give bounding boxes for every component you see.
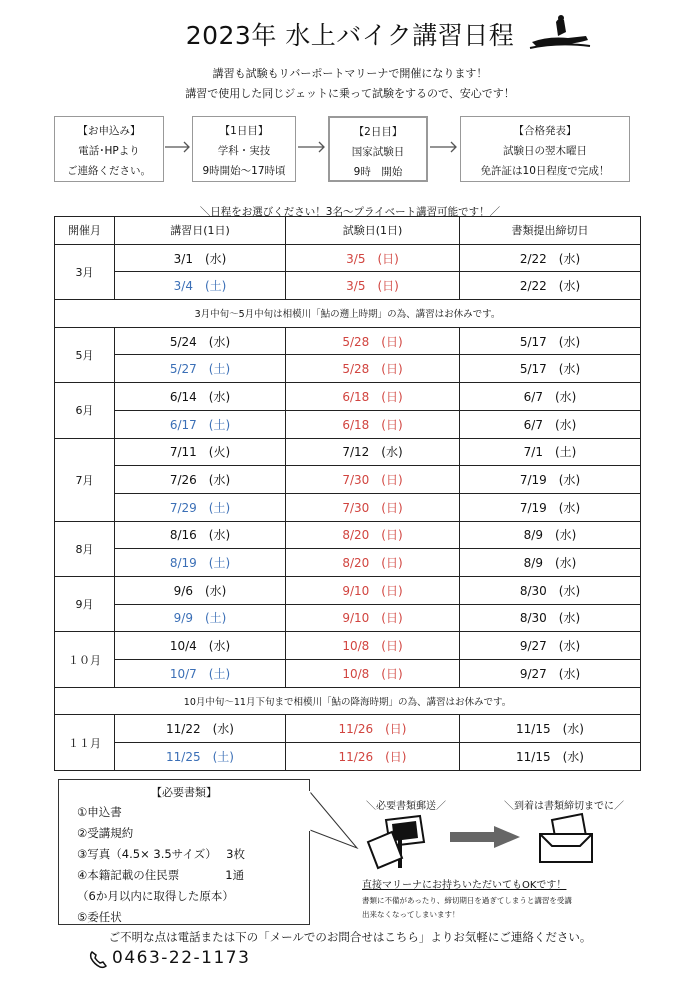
lesson-date-cell: 8/19 (土) <box>115 549 286 577</box>
direct-bring-note: 直接マリーナにお持ちいただいてもOKです！ <box>362 880 567 891</box>
table-row <box>55 272 641 300</box>
table-row <box>55 521 641 549</box>
exam-date-cell: 11/26 (日) <box>286 743 460 771</box>
lesson-date-cell: 11/25 (土) <box>115 743 286 771</box>
lesson-date-cell: 7/26 (水) <box>115 466 286 494</box>
exam-date-cell: 7/12 (水) <box>286 438 460 466</box>
arrow-right-icon <box>430 141 458 153</box>
lesson-date-cell: 10/7 (土) <box>115 660 286 688</box>
lesson-date-cell: 3/1 (水) <box>115 244 286 272</box>
exam-date-cell: 7/30 (日) <box>286 493 460 521</box>
list-item: ①申込書 <box>77 805 122 819</box>
lesson-date-cell: 7/11 (火) <box>115 438 286 466</box>
deadline-cell: 2/22 (水) <box>460 272 641 300</box>
warning-note <box>362 894 642 922</box>
col-header: 開催月 <box>55 217 115 245</box>
deadline-cell: 8/30 (水) <box>460 604 641 632</box>
step-head: 【2日目】 <box>353 126 403 138</box>
list-item: ②受講規約 <box>77 826 134 840</box>
list-item: ③写真（4.5× 3.5サイズ） 3枚 <box>77 847 245 861</box>
schedule-table <box>54 216 641 771</box>
docs-list <box>77 802 309 928</box>
table-row <box>55 743 641 771</box>
required-docs-box <box>58 779 310 925</box>
list-item: （6か月以内に取得した原本） <box>77 889 234 903</box>
exam-date-cell: 5/28 (日) <box>286 327 460 355</box>
intro-line: 講習で使用した同じジェットに乗って試験をするので、安心です！ <box>185 87 515 100</box>
phone-icon <box>88 950 108 970</box>
table-row <box>55 355 641 383</box>
table-row <box>55 715 641 743</box>
lesson-date-cell: 9/6 (水) <box>115 576 286 604</box>
inbox-icon <box>538 812 594 864</box>
jetski-icon <box>528 12 592 52</box>
intro-line: 講習も試験もリバーポートマリーナで開催になります！ <box>212 67 488 80</box>
table-row <box>55 327 641 355</box>
phone-number[interactable]: 0463-22-1173 <box>112 948 251 968</box>
table-note-row <box>55 300 641 328</box>
deadline-cell: 2/22 (水) <box>460 244 641 272</box>
step-result <box>460 116 630 182</box>
table-row <box>55 549 641 577</box>
deadline-cell: 8/30 (水) <box>460 576 641 604</box>
step-head: 【1日目】 <box>219 125 269 137</box>
lesson-date-cell: 8/16 (水) <box>115 521 286 549</box>
month-cell: １０月 <box>55 632 115 687</box>
step-line: 免許証は10日程度で完成！ <box>480 165 610 177</box>
arrow-right-icon <box>450 826 520 848</box>
lesson-date-cell: 5/24 (水) <box>115 327 286 355</box>
lesson-date-cell: 11/22 (水) <box>115 715 286 743</box>
step-line: 9時 開始 <box>353 166 403 178</box>
month-cell: 6月 <box>55 383 115 438</box>
mailbox-icon <box>362 812 434 872</box>
arrow-right-icon <box>165 141 191 153</box>
list-item: ④本籍記載の住民票 1通 <box>77 868 245 882</box>
step-line: ご連絡ください。 <box>67 165 151 177</box>
arrive-label: ＼到着は書類締切までに／ <box>504 801 624 812</box>
exam-date-cell: 10/8 (日) <box>286 660 460 688</box>
deadline-cell: 6/7 (水) <box>460 383 641 411</box>
step-line: 9時開始～17時頃 <box>202 165 286 177</box>
table-row <box>55 244 641 272</box>
deadline-cell: 8/9 (水) <box>460 549 641 577</box>
note-line: 出来なくなってしまいます！ <box>362 910 460 919</box>
exam-date-cell: 9/10 (日) <box>286 576 460 604</box>
table-row <box>55 493 641 521</box>
lesson-date-cell: 6/14 (水) <box>115 383 286 411</box>
arrow-right-icon <box>298 141 326 153</box>
exam-date-cell: 8/20 (日) <box>286 521 460 549</box>
page-title: 2023年 水上バイク講習日程 <box>185 21 515 50</box>
deadline-cell: 9/27 (水) <box>460 632 641 660</box>
table-row <box>55 576 641 604</box>
step-line: 国家試験日 <box>351 146 405 158</box>
exam-date-cell: 3/5 (日) <box>286 272 460 300</box>
note-line: 書類に不備があったり、締切期日を過ぎてしまうと講習を受講 <box>362 896 572 905</box>
month-cell: 9月 <box>55 576 115 631</box>
intro-text <box>0 64 700 104</box>
month-cell: １１月 <box>55 715 115 770</box>
col-header: 試験日(1日) <box>286 217 460 245</box>
col-header: 講習日(1日) <box>115 217 286 245</box>
exam-date-cell: 3/5 (日) <box>286 244 460 272</box>
col-header: 書類提出締切日 <box>460 217 641 245</box>
exam-date-cell: 6/18 (日) <box>286 383 460 411</box>
docs-title: 【必要書類】 <box>151 786 217 799</box>
deadline-cell: 11/15 (水) <box>460 743 641 771</box>
exam-date-cell: 10/8 (日) <box>286 632 460 660</box>
exam-date-cell: 9/10 (日) <box>286 604 460 632</box>
lesson-date-cell: 5/27 (土) <box>115 355 286 383</box>
step-head: 【お申込み】 <box>77 125 141 137</box>
step-head: 【合格発表】 <box>513 125 577 137</box>
month-cell: 3月 <box>55 244 115 299</box>
contact-text: ご不明な点は電話または下の「メールでのお問合せはこちら」よりお気軽にご連絡ください。 <box>108 930 592 944</box>
month-cell: 8月 <box>55 521 115 576</box>
table-row <box>55 632 641 660</box>
deadline-cell: 6/7 (水) <box>460 410 641 438</box>
table-row <box>55 660 641 688</box>
month-cell: 5月 <box>55 327 115 382</box>
step-apply <box>54 116 164 182</box>
month-cell: 7月 <box>55 438 115 521</box>
step-line: 電話･HPより <box>78 145 140 157</box>
exam-date-cell: 8/20 (日) <box>286 549 460 577</box>
table-row <box>55 604 641 632</box>
step-day1 <box>192 116 296 182</box>
exam-date-cell: 7/30 (日) <box>286 466 460 494</box>
step-line: 学科・実技 <box>217 145 271 157</box>
deadline-cell: 5/17 (水) <box>460 355 641 383</box>
lesson-date-cell: 10/4 (水) <box>115 632 286 660</box>
deadline-cell: 11/15 (水) <box>460 715 641 743</box>
deadline-cell: 8/9 (水) <box>460 521 641 549</box>
deadline-cell: 5/17 (水) <box>460 327 641 355</box>
table-note-row <box>55 687 641 715</box>
step-line: 試験日の翌木曜日 <box>503 145 587 157</box>
bubble-tail <box>305 790 365 860</box>
lesson-date-cell: 9/9 (土) <box>115 604 286 632</box>
lesson-date-cell: 7/29 (土) <box>115 493 286 521</box>
deadline-cell: 9/27 (水) <box>460 660 641 688</box>
choose-banner: ＼日程をお選びください！3名～プライベート講習可能です！／ <box>199 206 501 218</box>
closure-note: 3月中旬～5月中旬は相模川「鮎の遡上時期」の為、講習はお休みです。 <box>55 300 641 328</box>
lesson-date-cell: 6/17 (土) <box>115 410 286 438</box>
table-row <box>55 438 641 466</box>
deadline-cell: 7/19 (水) <box>460 466 641 494</box>
exam-date-cell: 6/18 (日) <box>286 410 460 438</box>
step-day2 <box>328 116 428 182</box>
table-row <box>55 383 641 411</box>
deadline-cell: 7/1 (土) <box>460 438 641 466</box>
list-item: ⑤委任状 <box>77 910 122 924</box>
exam-date-cell: 5/28 (日) <box>286 355 460 383</box>
closure-note: 10月中旬～11月下旬まで相模川「鮎の降海時期」の為、講習はお休みです。 <box>55 687 641 715</box>
table-header-row <box>55 217 641 245</box>
table-row <box>55 410 641 438</box>
table-row <box>55 466 641 494</box>
lesson-date-cell: 3/4 (土) <box>115 272 286 300</box>
deadline-cell: 7/19 (水) <box>460 493 641 521</box>
mail-label: ＼必要書類郵送／ <box>366 801 446 812</box>
exam-date-cell: 11/26 (日) <box>286 715 460 743</box>
